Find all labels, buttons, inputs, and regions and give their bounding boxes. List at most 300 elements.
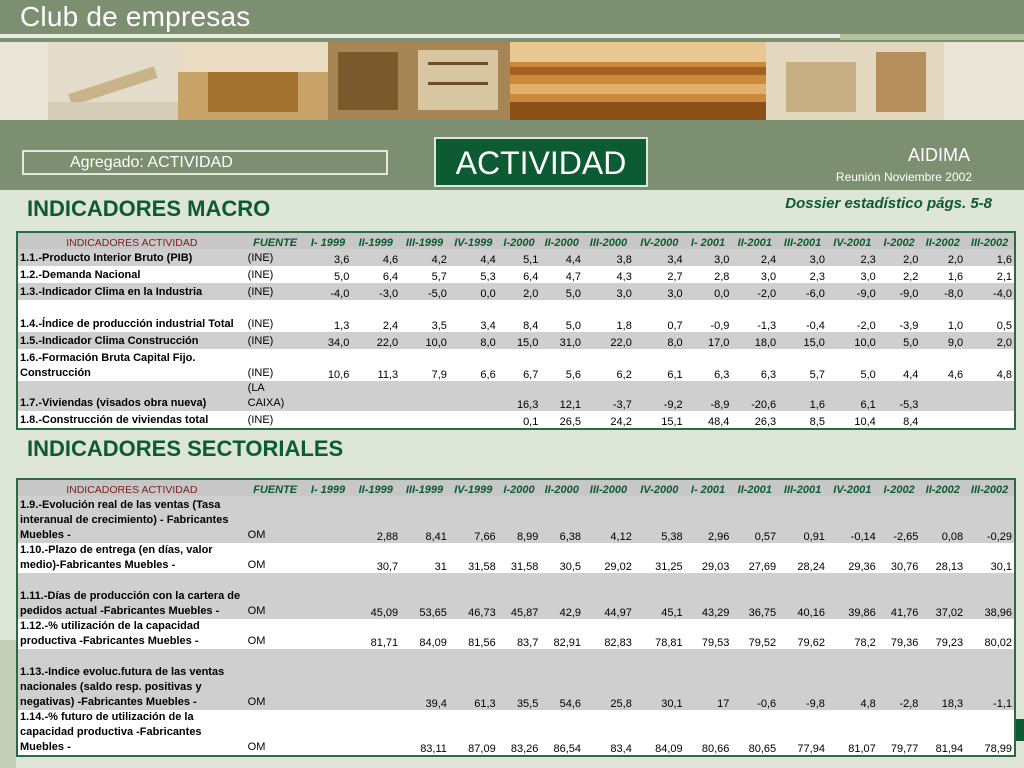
- table-cell: 29,03: [701, 561, 730, 573]
- table-row: [18, 283, 1014, 300]
- table-cell: 4,3: [616, 271, 632, 283]
- column-header: IV-2000: [640, 237, 679, 249]
- table-cell: 4,2: [431, 254, 447, 266]
- row-label: 1.3.-Indicador Clima en la Industria: [20, 286, 203, 298]
- table-cell: 31: [434, 561, 447, 573]
- table-cell: 29,02: [604, 561, 632, 573]
- table-row: [18, 573, 1014, 619]
- table-cell: 83,4: [610, 743, 632, 755]
- column-header: FUENTE: [253, 484, 298, 496]
- photo-3: [328, 42, 510, 120]
- table-cell: [351, 710, 400, 755]
- table-row: [18, 649, 1014, 710]
- table-cell: 3,0: [760, 271, 777, 283]
- table-cell: -5,3: [899, 399, 919, 411]
- table-cell: 83,26: [510, 743, 539, 755]
- table-cell: -0,9: [710, 320, 730, 332]
- row-label: 1.7.-Viviendas (visados obra nueva): [20, 397, 207, 409]
- row-source: OM: [247, 696, 266, 708]
- table-cell: -0,14: [850, 531, 876, 543]
- column-header: II-2001: [737, 237, 772, 249]
- column-header: III-2000: [589, 237, 628, 249]
- table-cell: -0,4: [805, 320, 825, 332]
- table-cell: 84,09: [655, 743, 683, 755]
- table-cell: 2,3: [809, 271, 825, 283]
- table-cell: [305, 381, 352, 411]
- table-cell: 0,0: [480, 288, 496, 300]
- row-source: (INE): [247, 286, 274, 298]
- column-header: III-2001: [783, 237, 822, 249]
- table-cell: 5,7: [809, 369, 825, 381]
- table-cell: 18,3: [941, 698, 964, 710]
- table-cell: [305, 710, 352, 755]
- table-row: [18, 619, 1014, 649]
- column-header: II-2000: [544, 484, 579, 496]
- table-cell: [920, 381, 965, 411]
- table-cell: 15,1: [661, 416, 683, 428]
- table-cell: 30,5: [559, 561, 582, 573]
- table-cell: 39,4: [425, 698, 447, 710]
- table-cell: 5,0: [565, 288, 582, 300]
- table-cell: [305, 619, 352, 649]
- header-band: [0, 0, 1024, 135]
- table-cell: 12,1: [559, 399, 582, 411]
- column-header: II-1999: [358, 237, 393, 249]
- table-cell: 1,8: [616, 320, 632, 332]
- table-cell: 61,3: [474, 698, 496, 710]
- table-header-row: [18, 233, 1014, 249]
- column-header: IV-2001: [833, 484, 872, 496]
- row-label: 1.9.-Evolución real de las ventas (Tasa interanual de crecimiento) - Fabricantes Muebles -: [20, 499, 229, 541]
- table-cell: 25,8: [610, 698, 632, 710]
- table-row: [18, 710, 1014, 755]
- table-cell: 84,09: [419, 637, 447, 649]
- row-label: 1.6.-Formación Bruta Capital Fijo. Construcción: [20, 352, 196, 379]
- table-cell: 8,99: [516, 531, 539, 543]
- table-cell: 2,1: [996, 271, 1012, 283]
- row-source: OM: [247, 635, 266, 647]
- column-header: IV-2000: [640, 484, 679, 496]
- table-cell: -20,6: [751, 399, 777, 411]
- table-cell: 2,7: [667, 271, 683, 283]
- table-cell: 45,87: [510, 607, 539, 619]
- table-cell: 6,1: [667, 369, 683, 381]
- table-cell: [351, 649, 400, 710]
- table-cell: 17,0: [707, 337, 730, 349]
- column-header: FUENTE: [253, 237, 298, 249]
- table-cell: [965, 411, 1014, 428]
- table-cell: -8,0: [944, 288, 964, 300]
- column-header: II-2000: [544, 237, 579, 249]
- table-row: [18, 332, 1014, 349]
- table-cell: 3,0: [616, 288, 632, 300]
- table-cell: 8,5: [809, 416, 825, 428]
- table-cell: 4,6: [947, 369, 964, 381]
- column-header: I-2002: [883, 484, 915, 496]
- table-cell: 2,88: [376, 531, 399, 543]
- table-cell: 1,6: [809, 399, 825, 411]
- table-cell: 4,8: [860, 698, 876, 710]
- table-cell: [400, 381, 449, 411]
- photo-2: [178, 42, 328, 120]
- column-header: I- 1999: [310, 484, 346, 496]
- column-header: I-2000: [503, 237, 535, 249]
- table-cell: [400, 411, 449, 428]
- table-row: [18, 300, 1014, 332]
- column-header: INDICADORES ACTIVIDAD: [66, 237, 198, 249]
- table-cell: 27,69: [748, 561, 777, 573]
- row-label: 1.2.-Demanda Nacional: [20, 269, 141, 281]
- table-cell: 22,0: [376, 337, 399, 349]
- table-cell: 4,6: [382, 254, 399, 266]
- table-cell: [965, 381, 1014, 411]
- table-cell: 26,3: [754, 416, 777, 428]
- table-cell: 81,56: [468, 637, 496, 649]
- table-cell: 0,7: [667, 320, 683, 332]
- table-cell: 79,36: [890, 637, 919, 649]
- agregado-label: Agregado: ACTIVIDAD: [22, 150, 388, 175]
- column-header: IV-1999: [454, 484, 493, 496]
- dossier-note: Dossier estadístico págs. 5-8: [785, 195, 992, 212]
- table-cell: 6,4: [382, 271, 399, 283]
- table-cell: -0,29: [986, 531, 1012, 543]
- table-cell: 43,29: [701, 607, 730, 619]
- table-cell: 8,0: [667, 337, 683, 349]
- table-cell: [305, 649, 352, 710]
- table-cell: 2,4: [760, 254, 777, 266]
- table-cell: 17: [717, 698, 730, 710]
- table-cell: 4,7: [565, 271, 582, 283]
- table-cell: 5,0: [334, 271, 350, 283]
- table-cell: 2,96: [707, 531, 730, 543]
- table-cell: 78,81: [655, 637, 683, 649]
- table-cell: 8,0: [480, 337, 496, 349]
- table-cell: 5,3: [480, 271, 496, 283]
- table-cell: 45,09: [370, 607, 399, 619]
- table-cell: 3,4: [667, 254, 683, 266]
- column-header: I-2002: [883, 237, 915, 249]
- table-cell: 28,24: [797, 561, 825, 573]
- table-cell: 40,16: [797, 607, 825, 619]
- table-cell: 5,38: [661, 531, 683, 543]
- row-source: OM: [247, 605, 266, 617]
- row-label: 1.11.-Días de producción con la cartera de pedidos actual -Fabricantes Muebles -: [20, 590, 241, 617]
- table-cell: 39,86: [848, 607, 876, 619]
- table-header-row: [18, 480, 1014, 496]
- corner-accent: [1016, 719, 1024, 741]
- column-header: III-1999: [405, 237, 444, 249]
- table-cell: -2,0: [856, 320, 876, 332]
- table-cell: 3,6: [334, 254, 350, 266]
- table-cell: 10,0: [854, 337, 876, 349]
- table-cell: 30,76: [890, 561, 919, 573]
- column-header: I-2000: [503, 484, 535, 496]
- table-cell: 77,94: [797, 743, 825, 755]
- table-cell: 1,0: [947, 320, 964, 332]
- column-header: II-1999: [358, 484, 393, 496]
- table-cell: 22,0: [610, 337, 632, 349]
- photo-1: [48, 42, 178, 120]
- table-cell: 83,7: [516, 637, 539, 649]
- section-title-macro: INDICADORES MACRO: [27, 196, 271, 221]
- table-cell: 5,6: [565, 369, 582, 381]
- table-cell: -6,0: [805, 288, 825, 300]
- table-cell: -3,9: [899, 320, 919, 332]
- table-row: [18, 411, 1014, 428]
- row-source: OM: [247, 741, 266, 753]
- column-header: I- 2001: [690, 484, 726, 496]
- table-cell: 29,36: [848, 561, 876, 573]
- table-cell: 79,23: [935, 637, 964, 649]
- table-cell: 78,2: [854, 637, 876, 649]
- table-cell: 4,12: [610, 531, 632, 543]
- table-cell: 5,0: [903, 337, 919, 349]
- table-cell: 18,0: [754, 337, 777, 349]
- table-cell: [449, 411, 498, 428]
- table-cell: 3,8: [616, 254, 632, 266]
- column-header: III-2001: [783, 484, 822, 496]
- table-cell: 80,02: [984, 637, 1012, 649]
- table-cell: 10,6: [327, 369, 350, 381]
- table-cell: 53,65: [419, 607, 447, 619]
- row-label: 1.14.-% futuro de utilización de la capacidad productiva -Fabricantes Muebles -: [20, 711, 202, 753]
- row-label: 1.10.-Plazo de entrega (en días, valor medio)-Fabricantes Muebles -: [20, 544, 213, 571]
- table-cell: 0,1: [523, 416, 539, 428]
- table-cell: 30,1: [990, 561, 1012, 573]
- table-cell: -4,0: [330, 288, 350, 300]
- row-source: (INE): [247, 269, 274, 281]
- column-header: II-2001: [737, 484, 772, 496]
- table-cell: [351, 381, 400, 411]
- table-cell: 31,58: [468, 561, 496, 573]
- table-cell: -8,9: [710, 399, 730, 411]
- table-cell: 37,02: [935, 607, 964, 619]
- table-cell: 48,4: [707, 416, 730, 428]
- table-cell: 1,6: [947, 271, 964, 283]
- table-cell: 81,71: [370, 637, 399, 649]
- column-header: I- 2001: [690, 237, 726, 249]
- table-cell: [305, 543, 352, 573]
- table-cell: 2,2: [903, 271, 919, 283]
- row-label: 1.12.-% utilización de la capacidad productiva -Fabricantes Muebles -: [20, 620, 200, 647]
- table-cell: -9,2: [663, 399, 683, 411]
- table-cell: 46,73: [468, 607, 496, 619]
- photo-5: [766, 42, 944, 120]
- table-cell: -1,3: [757, 320, 777, 332]
- table-cell: 35,5: [516, 698, 539, 710]
- table-cell: 6,3: [714, 369, 730, 381]
- table-cell: -2,8: [899, 698, 919, 710]
- table-cell: 86,54: [553, 743, 582, 755]
- column-header: III-1999: [405, 484, 444, 496]
- table-cell: 82,91: [553, 637, 582, 649]
- table-cell: 26,5: [559, 416, 582, 428]
- table-cell: 44,97: [604, 607, 632, 619]
- row-label: 1.8.-Construcción de viviendas total: [20, 414, 209, 426]
- table-row: [18, 266, 1014, 283]
- table-cell: 16,3: [516, 399, 539, 411]
- table-cell: 28,13: [935, 561, 964, 573]
- table-cell: 5,0: [565, 320, 582, 332]
- row-label: 1.1.-Producto Interior Bruto (PIB): [20, 252, 193, 264]
- page-title: Club de empresas: [20, 1, 251, 32]
- table-cell: 7,9: [431, 369, 447, 381]
- table-cell: 45,1: [661, 607, 683, 619]
- row-source: OM: [247, 529, 266, 541]
- table-cell: 80,66: [701, 743, 730, 755]
- table-cell: 87,09: [468, 743, 496, 755]
- photo-4: [510, 42, 766, 120]
- table-cell: 81,07: [848, 743, 876, 755]
- table-cell: 3,0: [860, 271, 876, 283]
- table-cell: 6,1: [860, 399, 876, 411]
- table-cell: 42,9: [559, 607, 582, 619]
- table-cell: [305, 411, 352, 428]
- table-cell: 2,3: [860, 254, 876, 266]
- table-cell: 3,0: [714, 254, 730, 266]
- table-cell: [305, 573, 352, 619]
- table-row: [18, 496, 1014, 543]
- column-header: III-2002: [970, 484, 1009, 496]
- table-cell: -5,0: [427, 288, 447, 300]
- sector-table: [16, 478, 1016, 757]
- row-source: (INE): [247, 318, 274, 330]
- table-cell: 2,4: [382, 320, 399, 332]
- table-cell: 2,0: [523, 288, 539, 300]
- column-header: II-2002: [925, 237, 960, 249]
- section-title-sectoriales: INDICADORES SECTORIALES: [27, 436, 344, 461]
- table-cell: 1,6: [996, 254, 1012, 266]
- table-cell: -0,6: [757, 698, 777, 710]
- macro-table: [16, 231, 1016, 430]
- table-cell: 9,0: [947, 337, 964, 349]
- table-cell: 79,62: [797, 637, 825, 649]
- table-cell: 8,41: [425, 531, 447, 543]
- table-cell: 6,6: [480, 369, 496, 381]
- row-label: 1.13.-Indice evoluc.futura de las ventas nacionales (saldo resp. positivas y negativas) -Fabricantes Muebles -: [20, 666, 225, 708]
- table-row: [18, 249, 1014, 266]
- table-cell: 4,8: [996, 369, 1012, 381]
- row-source: (LA CAIXA): [247, 382, 285, 409]
- table-cell: 0,5: [996, 320, 1012, 332]
- table-cell: 4,4: [903, 369, 919, 381]
- table-cell: 36,75: [748, 607, 777, 619]
- table-cell: 7,66: [474, 531, 496, 543]
- table-cell: 0,0: [714, 288, 730, 300]
- table-cell: -2,65: [893, 531, 919, 543]
- table-cell: 5,1: [523, 254, 539, 266]
- table-cell: [305, 496, 352, 543]
- table-cell: 24,2: [610, 416, 632, 428]
- table-cell: 2,0: [947, 254, 964, 266]
- actividad-title: ACTIVIDAD: [434, 137, 648, 187]
- table-cell: 5,0: [860, 369, 876, 381]
- table-cell: 6,4: [523, 271, 539, 283]
- row-label: 1.4.-Índice de producción industrial Total: [20, 318, 234, 330]
- table-cell: 4,4: [565, 254, 582, 266]
- table-row: [18, 381, 1014, 411]
- table-cell: -1,1: [993, 698, 1012, 710]
- table-cell: 8,4: [903, 416, 919, 428]
- table-cell: 6,3: [760, 369, 777, 381]
- row-label: 1.5.-Indicador Clima Construcción: [20, 335, 199, 347]
- table-cell: 38,96: [984, 607, 1012, 619]
- table-cell: 30,7: [376, 561, 399, 573]
- column-header: I- 1999: [310, 237, 346, 249]
- table-row: [18, 543, 1014, 573]
- column-header: INDICADORES ACTIVIDAD: [66, 484, 198, 496]
- table-cell: 2,0: [996, 337, 1012, 349]
- table-cell: 79,53: [701, 637, 730, 649]
- table-cell: -2,0: [757, 288, 777, 300]
- table-cell: 30,1: [661, 698, 683, 710]
- table-cell: -3,7: [612, 399, 632, 411]
- table-cell: 79,77: [890, 743, 919, 755]
- column-header: III-2000: [589, 484, 628, 496]
- row-source: (INE): [247, 252, 274, 264]
- table-cell: 34,0: [327, 337, 350, 349]
- table-cell: 31,0: [559, 337, 582, 349]
- column-header: IV-2001: [833, 237, 872, 249]
- table-cell: 10,0: [425, 337, 447, 349]
- table-cell: 4,4: [480, 254, 496, 266]
- table-row: [18, 349, 1014, 381]
- photo-collage: [0, 42, 1024, 120]
- table-cell: 41,76: [890, 607, 919, 619]
- row-source: (INE): [247, 367, 274, 379]
- table-cell: -9,0: [856, 288, 876, 300]
- table-cell: -9,8: [805, 698, 825, 710]
- meeting-label: Reunión Noviembre 2002: [835, 170, 972, 184]
- column-header: IV-1999: [454, 237, 493, 249]
- table-cell: 15,0: [803, 337, 825, 349]
- row-source: (INE): [247, 414, 274, 426]
- table-cell: [351, 411, 400, 428]
- left-accent: [0, 640, 16, 768]
- table-cell: 80,65: [748, 743, 777, 755]
- table-cell: 8,4: [523, 320, 539, 332]
- table-cell: 3,4: [480, 320, 496, 332]
- table-cell: 6,38: [559, 531, 582, 543]
- table-cell: 31,58: [510, 561, 539, 573]
- table-cell: 78,99: [984, 743, 1012, 755]
- table-cell: 3,5: [431, 320, 447, 332]
- table-cell: 2,0: [903, 254, 919, 266]
- row-source: (INE): [247, 335, 274, 347]
- table-cell: 3,0: [809, 254, 825, 266]
- table-cell: 82,83: [604, 637, 632, 649]
- table-cell: 10,4: [854, 416, 876, 428]
- table-cell: 3,0: [667, 288, 683, 300]
- row-source: OM: [247, 559, 266, 571]
- table-cell: 0,08: [941, 531, 964, 543]
- table-cell: 1,3: [334, 320, 350, 332]
- table-cell: 2,8: [714, 271, 730, 283]
- header-accent: [840, 34, 1024, 40]
- table-cell: 31,25: [655, 561, 683, 573]
- table-cell: 5,7: [431, 271, 447, 283]
- table-cell: 11,3: [377, 369, 399, 381]
- table-cell: [920, 411, 965, 428]
- table-cell: [449, 381, 498, 411]
- table-cell: 54,6: [559, 698, 582, 710]
- table-cell: -9,0: [899, 288, 919, 300]
- org-name: AIDIMA: [907, 145, 970, 165]
- table-cell: 15,0: [516, 337, 539, 349]
- table-cell: 6,7: [523, 369, 539, 381]
- table-cell: 81,94: [935, 743, 964, 755]
- table-cell: 0,57: [754, 531, 777, 543]
